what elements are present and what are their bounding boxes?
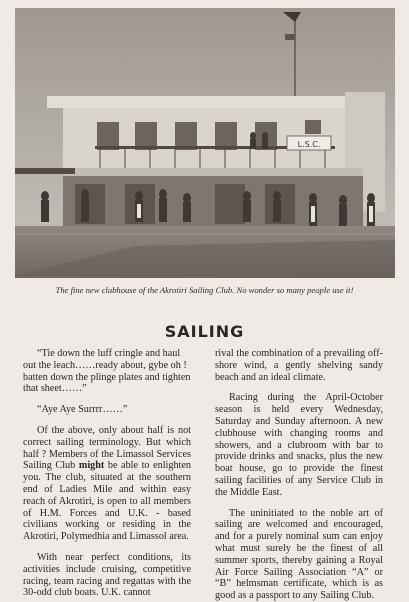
paragraph: “Aye Aye Surrrr……”: [37, 404, 128, 416]
paragraph: [23, 425, 191, 543]
photo-caption: The fine new clubhouse of the Akrotiri Sailing Club. No wonder so many people use it!: [55, 285, 354, 295]
left-column: [23, 348, 191, 599]
article-heading: SAILING: [164, 322, 245, 341]
paragraph: The uninitiated to the noble art of sailing are welcomed and encouraged, and for a purely nominal sum can enjoy what must surely be the finest of all summer sports, thereby gaining a Royal Air Force Sailing Association “A” or “B” helmsman certificate, which is as good as a passport to any Sailing Club.: [215, 507, 383, 602]
paragraph-text: Of the above, only about half is not correct sailing terminology. But which half ? Members of the Limassol Services Sailing Club: [23, 424, 191, 472]
emphasis-text: might: [78, 460, 105, 472]
paragraph-text: be able to enlighten you. The club, situated at the southern end of Ladies Mile and within easy reach of Akrotiri, is open to all members of H.M. Forces and U.K. - based civilians working or residing in the Akrotiri, Polymedhia and Limassol area.: [23, 460, 191, 543]
paragraph: rival the combination of a prevailing off-shore wind, a gently shelving sandy beach and an ideal climate.: [215, 348, 383, 383]
club-sign-text: L.S.C.: [297, 140, 321, 149]
paragraph: With near perfect conditions, its activities include cruising, competitive racing, team racing and regattas with the 30-odd club boats. U.K. cannot: [23, 551, 191, 599]
paragraph: “Tie down the luff cringle and haul out the leach……ready about, gybe oh ! batten down the plinge plates and tighten that sheet……”: [23, 348, 191, 395]
paragraph: Racing during the April-October season is held every Wednesday, Saturday and Sunday afternoon. A new clubhouse with changing rooms and showers, and a clubroom with bar to provide drinks and snacks, plus the new boat house, go to provide the finest sailing facilities of any Service Club in the Middle East.: [215, 392, 383, 498]
clubhouse-photo-graphic: [15, 8, 395, 278]
clubhouse-photo: [15, 8, 395, 278]
right-column: [215, 348, 383, 602]
